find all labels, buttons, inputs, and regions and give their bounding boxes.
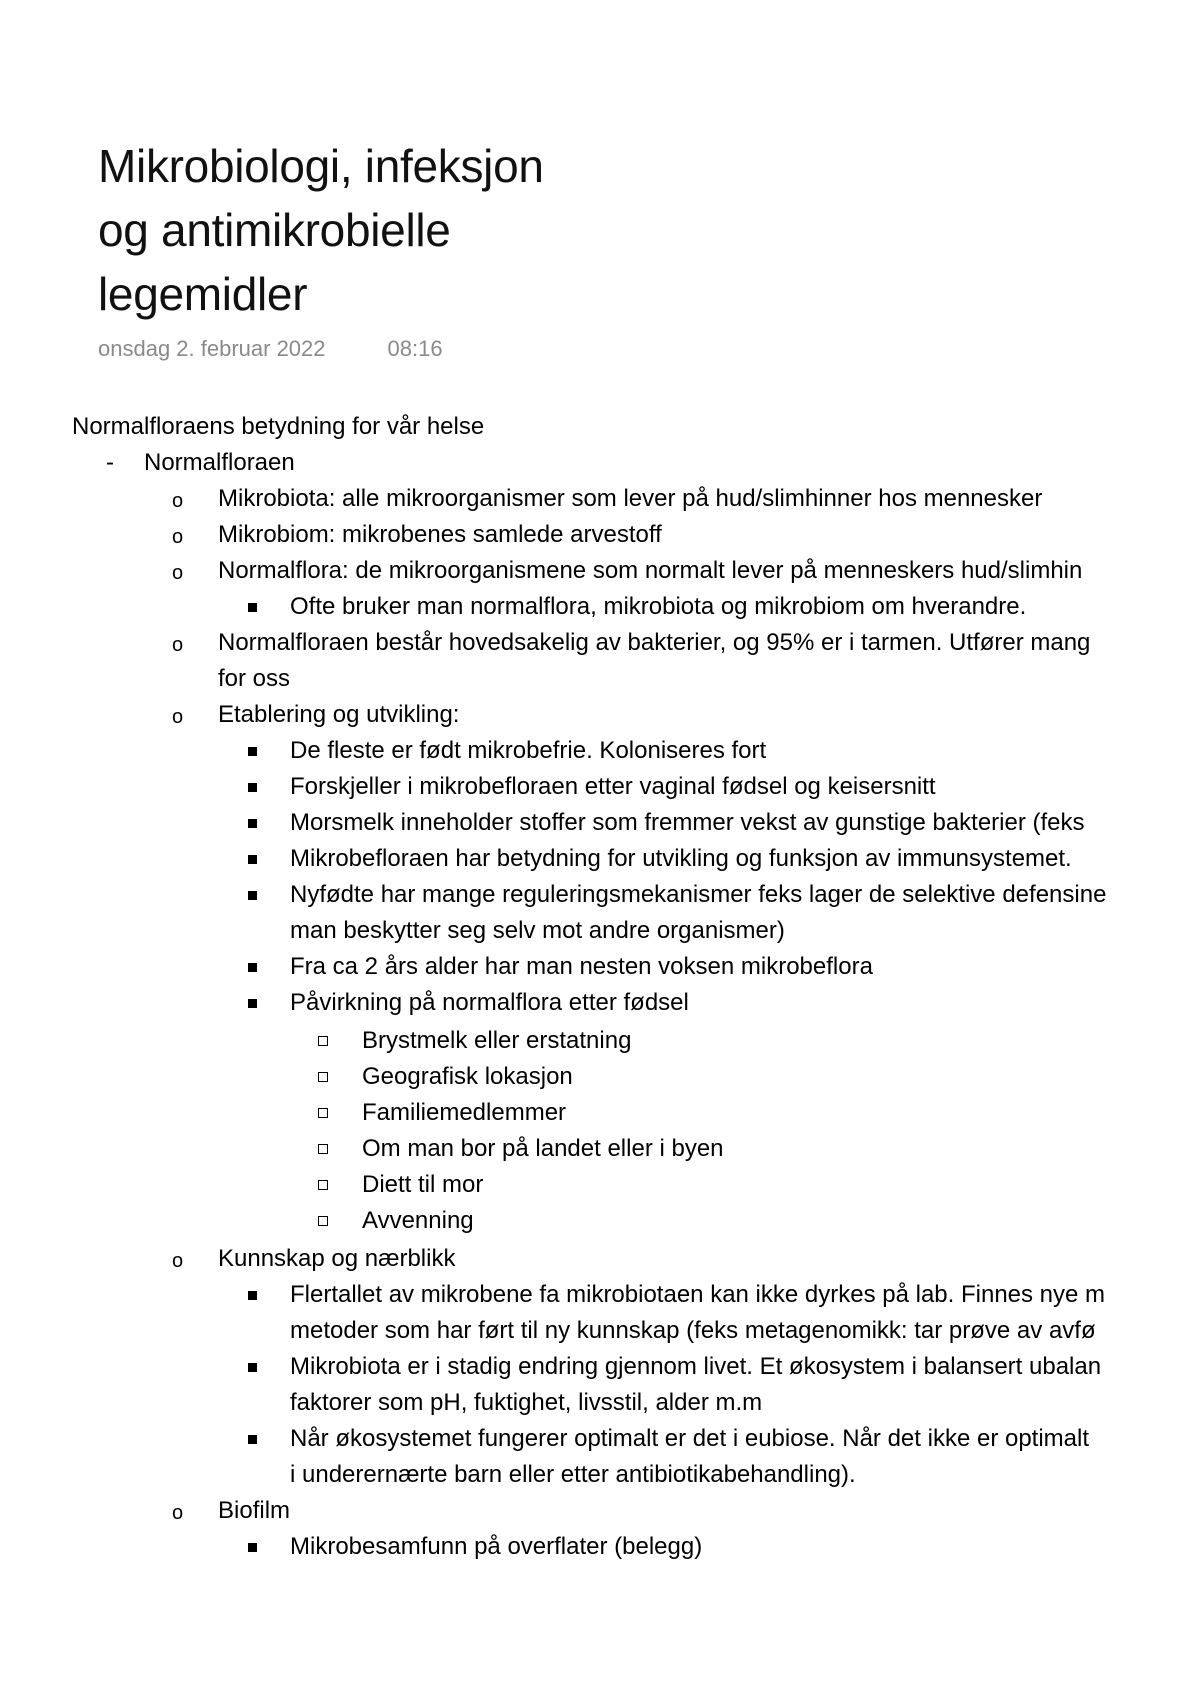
time-text: 08:16 bbox=[387, 336, 443, 361]
square-bullet bbox=[248, 1363, 257, 1372]
circle-bullet: o bbox=[172, 490, 184, 512]
list-item-l3: Når økosystemet fungerer optimalt er det i eubiose. Når det ikke er optimalt bbox=[290, 1425, 1090, 1452]
list-item-l3-continued: faktorer som pH, fuktighet, livsstil, alder m.m bbox=[290, 1389, 763, 1416]
list-item-l3-continued: metoder som har ført til ny kunnskap (feks metagenomikk: tar prøve av avfø bbox=[290, 1317, 1096, 1344]
square-bullet bbox=[248, 603, 257, 612]
circle-bullet: o bbox=[172, 1250, 184, 1272]
list-item-l4: Om man bor på landet eller i byen bbox=[362, 1135, 724, 1162]
box-bullet bbox=[318, 1216, 328, 1226]
square-bullet bbox=[248, 891, 257, 900]
circle-bullet: o bbox=[172, 634, 184, 656]
list-item-l3: Ofte bruker man normalflora, mikrobiota og mikrobiom om hverandre. bbox=[290, 593, 1027, 620]
box-bullet bbox=[318, 1108, 328, 1118]
box-bullet bbox=[318, 1036, 328, 1046]
date-text: onsdag 2. februar 2022 bbox=[98, 336, 326, 361]
square-bullet bbox=[248, 1543, 257, 1552]
circle-bullet: o bbox=[172, 562, 184, 584]
dash-bullet: - bbox=[106, 449, 114, 476]
list-item-l3: Mikrobiota er i stadig endring gjennom livet. Et økosystem i balansert ubalan bbox=[290, 1353, 1102, 1380]
list-item-l3-continued: man beskytter seg selv mot andre organismer) bbox=[290, 917, 785, 944]
square-bullet bbox=[248, 855, 257, 864]
circle-bullet: o bbox=[172, 526, 184, 548]
square-bullet bbox=[248, 747, 257, 756]
list-item-l2: Normalflora: de mikroorganismene som normalt lever på menneskers hud/slimhin bbox=[218, 557, 1083, 584]
circle-bullet: o bbox=[172, 706, 184, 728]
list-item-l3-continued: i underernærte barn eller etter antibiotikabehandling). bbox=[290, 1461, 856, 1488]
list-item-l4: Familiemedlemmer bbox=[362, 1099, 567, 1126]
square-bullet bbox=[248, 999, 257, 1008]
list-item-l3: Flertallet av mikrobene fa mikrobiotaen kan ikke dyrkes på lab. Finnes nye m bbox=[290, 1281, 1106, 1308]
square-bullet bbox=[248, 963, 257, 972]
section-heading: Normalfloraens betydning for vår helse bbox=[72, 413, 485, 440]
list-item-l2: Biofilm bbox=[218, 1497, 291, 1524]
list-item-l2: Normalfloraen består hovedsakelig av bakterier, og 95% er i tarmen. Utfører mang bbox=[218, 629, 1091, 656]
list-item-l3: Påvirkning på normalflora etter fødsel bbox=[290, 989, 689, 1016]
list-item-l2-continued: for oss bbox=[218, 665, 291, 692]
list-item-l3: De fleste er født mikrobefrie. Koloniseres fort bbox=[290, 737, 767, 764]
list-item-l3: Nyfødte har mange reguleringsmekanismer feks lager de selektive defensine bbox=[290, 881, 1107, 908]
list-item-l3: Fra ca 2 års alder har man nesten voksen mikrobeflora bbox=[290, 953, 873, 980]
list-item-l2: Mikrobiom: mikrobenes samlede arvestoff bbox=[218, 521, 662, 548]
box-bullet bbox=[318, 1180, 328, 1190]
list-item-l3: Mikrobefloraen har betydning for utvikling og funksjon av immunsystemet. bbox=[290, 845, 1072, 872]
list-item-l2: Kunnskap og nærblikk bbox=[218, 1245, 456, 1272]
list-item-l3: Forskjeller i mikrobefloraen etter vaginal fødsel og keisersnitt bbox=[290, 773, 936, 800]
square-bullet bbox=[248, 819, 257, 828]
box-bullet bbox=[318, 1072, 328, 1082]
square-bullet bbox=[248, 783, 257, 792]
list-item-l2: Mikrobiota: alle mikroorganismer som lever på hud/slimhinner hos mennesker bbox=[218, 485, 1043, 512]
list-item-l4: Diett til mor bbox=[362, 1171, 484, 1198]
timestamp bbox=[98, 336, 443, 362]
list-item-l4: Avvenning bbox=[362, 1207, 474, 1234]
list-item-l3: Mikrobesamfunn på overflater (belegg) bbox=[290, 1533, 703, 1560]
list-item-l4: Brystmelk eller erstatning bbox=[362, 1027, 632, 1054]
circle-bullet: o bbox=[172, 1502, 184, 1524]
square-bullet bbox=[248, 1435, 257, 1444]
page-title: Mikrobiologi, infeksjon og antimikrobielle legemidler bbox=[98, 140, 544, 320]
list-item-l1: Normalfloraen bbox=[144, 449, 295, 476]
box-bullet bbox=[318, 1144, 328, 1154]
list-item-l3: Morsmelk inneholder stoffer som fremmer vekst av gunstige bakterier (feks bbox=[290, 809, 1085, 836]
square-bullet bbox=[248, 1291, 257, 1300]
list-item-l2: Etablering og utvikling: bbox=[218, 701, 460, 728]
list-item-l4: Geografisk lokasjon bbox=[362, 1063, 573, 1090]
